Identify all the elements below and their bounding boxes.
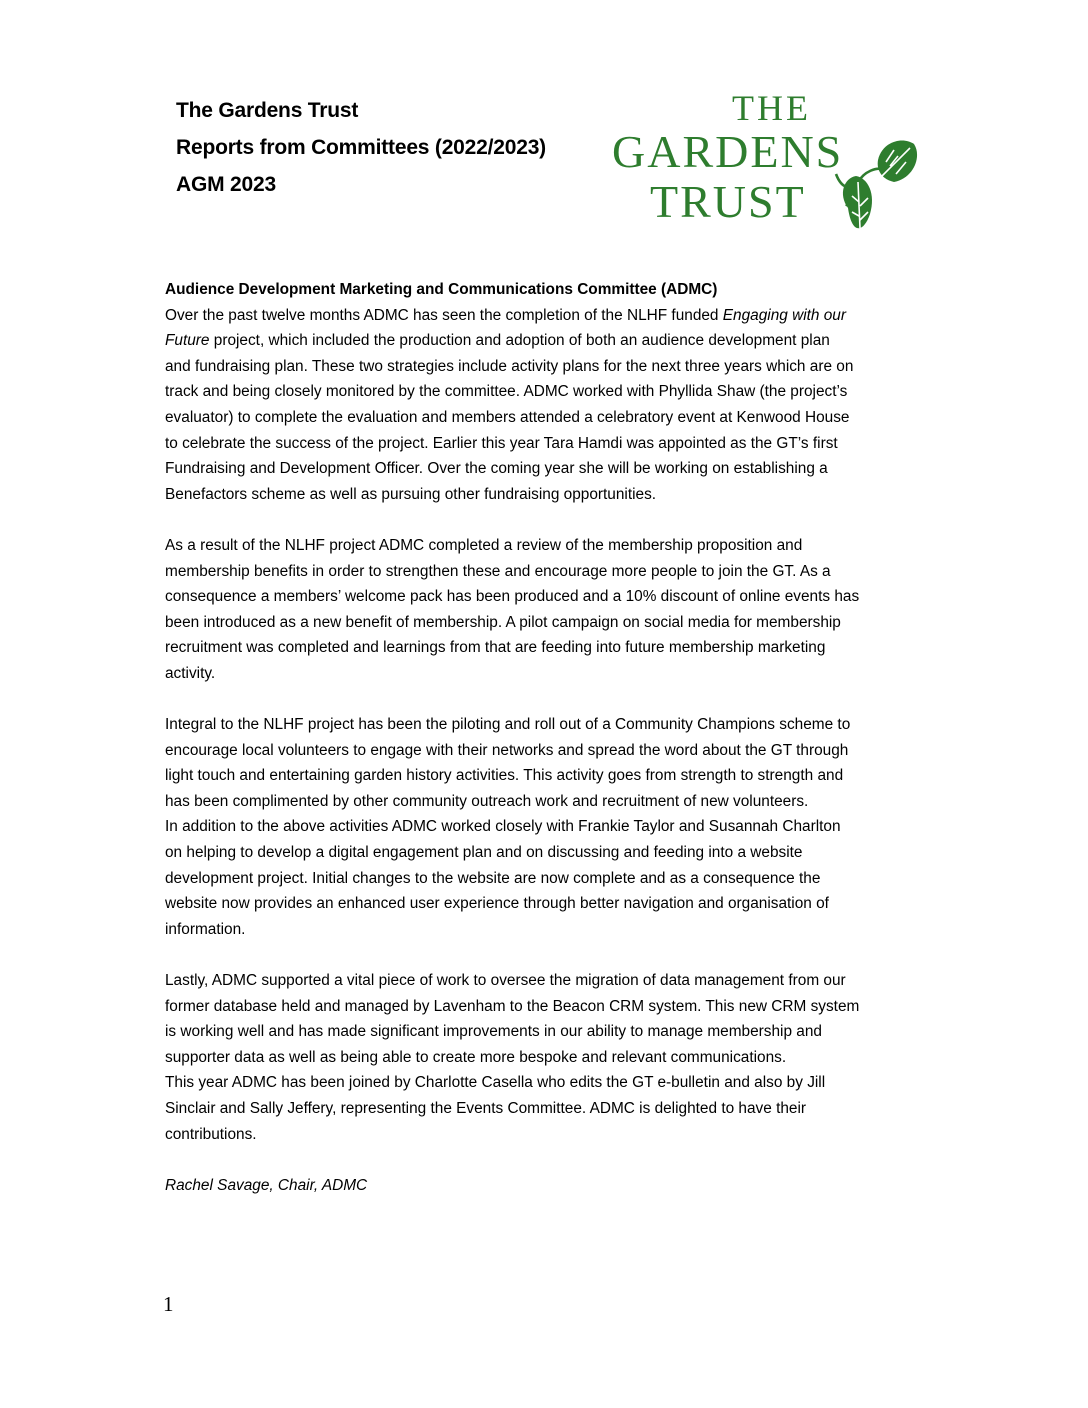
paragraph-line: Over the past twelve months ADMC has seen the completion of the NLHF funded Engaging with our (165, 306, 846, 324)
paragraph-4 (165, 968, 935, 1147)
page-number: 1 (163, 1292, 174, 1316)
paragraph-2 (165, 533, 935, 687)
report-body (165, 277, 935, 1198)
paragraph-line: to celebrate the success of the project. Earlier this year Tara Hamdi was appointed as the GT’s first (165, 434, 838, 452)
paragraph-line: As a result of the NLHF project ADMC completed a review of the membership proposition and (165, 536, 803, 554)
paragraph-line: website now provides an enhanced user experience through better navigation and organisation of (165, 895, 829, 913)
paragraph-line: contributions. (165, 1125, 257, 1143)
paragraph-line: been introduced as a new benefit of membership. A pilot campaign on social media for membership (165, 613, 841, 631)
paragraph-spacer (165, 687, 935, 713)
logo-line-3: TRUST (650, 176, 806, 227)
paragraph-line: Integral to the NLHF project has been the piloting and roll out of a Community Champions scheme to (165, 716, 851, 734)
paragraph-3 (165, 712, 935, 942)
paragraph-line: Benefactors scheme as well as pursuing other fundraising opportunities. (165, 485, 657, 503)
paragraph-1 (165, 303, 935, 508)
project-name-emphasis: Engaging with our (722, 306, 846, 324)
paragraph-line: has been complimented by other community outreach work and recruitment of new volunteers. (165, 792, 809, 810)
paragraph-line: development project. Initial changes to the website are now complete and as a consequence the (165, 869, 821, 887)
paragraph-line: on helping to develop a digital engagement plan and on discussing and feeding into a website (165, 844, 803, 862)
paragraph-spacer (165, 942, 935, 968)
leaf-upper-icon (878, 141, 917, 182)
paragraph-line: This year ADMC has been joined by Charlotte Casella who edits the GT e-bulletin and also by Jill (165, 1074, 826, 1092)
paragraph-line: activity. (165, 664, 216, 682)
paragraph-line: former database held and managed by Lavenham to the Beacon CRM system. This new CRM system (165, 997, 860, 1015)
paragraph-line: Lastly, ADMC supported a vital piece of work to oversee the migration of data management from our (165, 972, 846, 990)
logo-line-1: THE (732, 88, 811, 128)
paragraph-spacer (165, 1147, 935, 1173)
paragraph-line: supporter data as well as being able to create more bespoke and relevant communications. (165, 1048, 787, 1066)
gardens-trust-logo (606, 86, 922, 244)
signature: Rachel Savage, Chair, ADMC (165, 1176, 368, 1194)
document-title: The Gardens Trust (176, 99, 359, 122)
project-name-emphasis: Future (165, 332, 210, 350)
paragraph-line: consequence a members’ welcome pack has been produced and a 10% discount of online events has (165, 588, 860, 606)
meeting-label: AGM 2023 (176, 173, 276, 196)
paragraph-line: membership benefits in order to strengthen these and encourage more people to join the GT. As a (165, 562, 831, 580)
paragraph-line: In addition to the above activities ADMC worked closely with Frankie Taylor and Susannah Charlton (165, 818, 841, 836)
paragraph-line: Sinclair and Sally Jeffery, representing the Events Committee. ADMC is delighted to have their (165, 1100, 807, 1117)
paragraph-line: Fundraising and Development Officer. Over the coming year she will be working on establishing a (165, 460, 828, 478)
section-heading: Audience Development Marketing and Communications Committee (ADMC) (165, 281, 718, 298)
paragraph-line: and fundraising plan. These two strategies include activity plans for the next three years which are on (165, 357, 854, 375)
document-header (176, 92, 596, 203)
logo-line-2: GARDENS (612, 126, 844, 177)
paragraph-line: evaluator) to complete the evaluation and members attended a celebratory event at Kenwood House (165, 408, 850, 426)
paragraph-spacer (165, 507, 935, 533)
paragraph-line: Future project, which included the production and adoption of both an audience development plan (165, 332, 830, 350)
paragraph-line: encourage local volunteers to engage with their networks and spread the word about the GT through (165, 741, 849, 759)
document-subtitle: Reports from Committees (2022/2023) (176, 136, 546, 159)
leaf-lower-icon (843, 176, 872, 228)
paragraph-line: is working well and has made significant improvements in our ability to manage membership and (165, 1023, 822, 1041)
paragraph-line: light touch and entertaining garden history activities. This activity goes from strength to strength and (165, 767, 844, 785)
paragraph-line: information. (165, 920, 246, 938)
paragraph-line: recruitment was completed and learnings from that are feeding into future membership marketing (165, 639, 826, 657)
paragraph-line: track and being closely monitored by the committee. ADMC worked with Phyllida Shaw (the project’s (165, 383, 848, 401)
